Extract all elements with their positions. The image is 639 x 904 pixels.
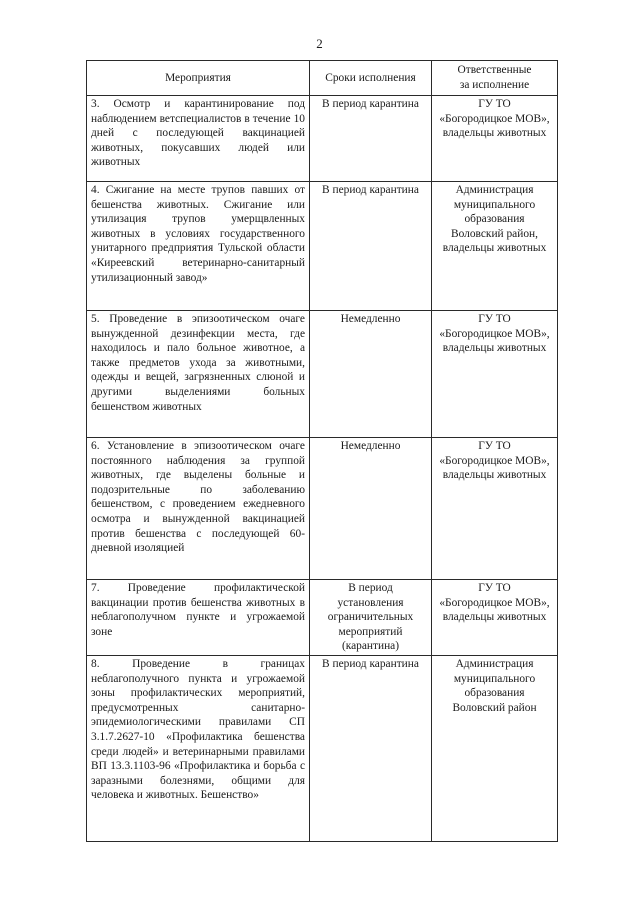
header-deadline: Сроки исполнения bbox=[310, 61, 432, 96]
responsible-cell: ГУ ТО «Богородицкое МОВ», владельцы животных bbox=[432, 311, 558, 438]
measure-cell: 8. Проведение в границах неблагополучного пункта и угрожаемой зоны профилактических мероприятий, предусмотренных санитарно-эпидемиологическими правилами СП 3.1.7.2627-10 «Профилактика бешенства среди людей» и ветеринарными правилами ВП 13.3.1103-96 «Профилактика и борьба с заразными болезнями, общими для человека и животных. Бешенство» bbox=[87, 655, 310, 841]
responsible-cell: Администрация муниципального образования Воловский район, владельцы животных bbox=[432, 182, 558, 311]
responsible-cell: Администрация муниципального образования Воловский район bbox=[432, 655, 558, 841]
table-row bbox=[87, 311, 558, 438]
header-responsible: Ответственные за исполнение bbox=[432, 61, 558, 96]
deadline-cell: В период карантина bbox=[310, 182, 432, 311]
measure-cell: 6. Установление в эпизоотическом очаге постоянного наблюдения за группой животных, где выделены больные и подозрительные по заболеванию бешенством, с проведением ежедневного осмотра и вынужденной вакцинацией против бешенства с последующей 60-дневной изоляцией bbox=[87, 438, 310, 580]
responsible-cell: ГУ ТО «Богородицкое МОВ», владельцы животных bbox=[432, 580, 558, 656]
table-header-row bbox=[87, 61, 558, 96]
table-row bbox=[87, 96, 558, 182]
deadline-cell: Немедленно bbox=[310, 311, 432, 438]
measures-table bbox=[86, 60, 558, 842]
page-number: 2 bbox=[316, 36, 323, 51]
header-measures: Мероприятия bbox=[87, 61, 310, 96]
deadline-cell: Немедленно bbox=[310, 438, 432, 580]
table-row bbox=[87, 182, 558, 311]
deadline-cell: В период карантина bbox=[310, 96, 432, 182]
measure-cell: 5. Проведение в эпизоотическом очаге вынужденной дезинфекции места, где находилось и пало больное животное, а также предметов ухода за животными, одежды и вещей, загрязненных слюной и другими выделениями больных бешенством животных bbox=[87, 311, 310, 438]
measure-cell: 3. Осмотр и карантинирование под наблюдением ветспециалистов в течение 10 дней с последующей вакцинацией животных, покусавших людей или животных bbox=[87, 96, 310, 182]
responsible-cell: ГУ ТО «Богородицкое МОВ», владельцы животных bbox=[432, 438, 558, 580]
deadline-cell: В период установления ограничительных мероприятий (карантина) bbox=[310, 580, 432, 656]
table-row bbox=[87, 655, 558, 841]
responsible-cell: ГУ ТО «Богородицкое МОВ», владельцы животных bbox=[432, 96, 558, 182]
deadline-cell: В период карантина bbox=[310, 655, 432, 841]
measure-cell: 4. Сжигание на месте трупов павших от бешенства животных. Сжигание или утилизация трупов умерщвленных животных в условиях государственного унитарного предприятия Тульской области «Киреевский ветеринарно-санитарный утилизационный завод» bbox=[87, 182, 310, 311]
measure-cell: 7. Проведение профилактической вакцинации против бешенства животных в неблагополучном пункте и угрожаемой зоне bbox=[87, 580, 310, 656]
table-row bbox=[87, 438, 558, 580]
table-row bbox=[87, 580, 558, 656]
